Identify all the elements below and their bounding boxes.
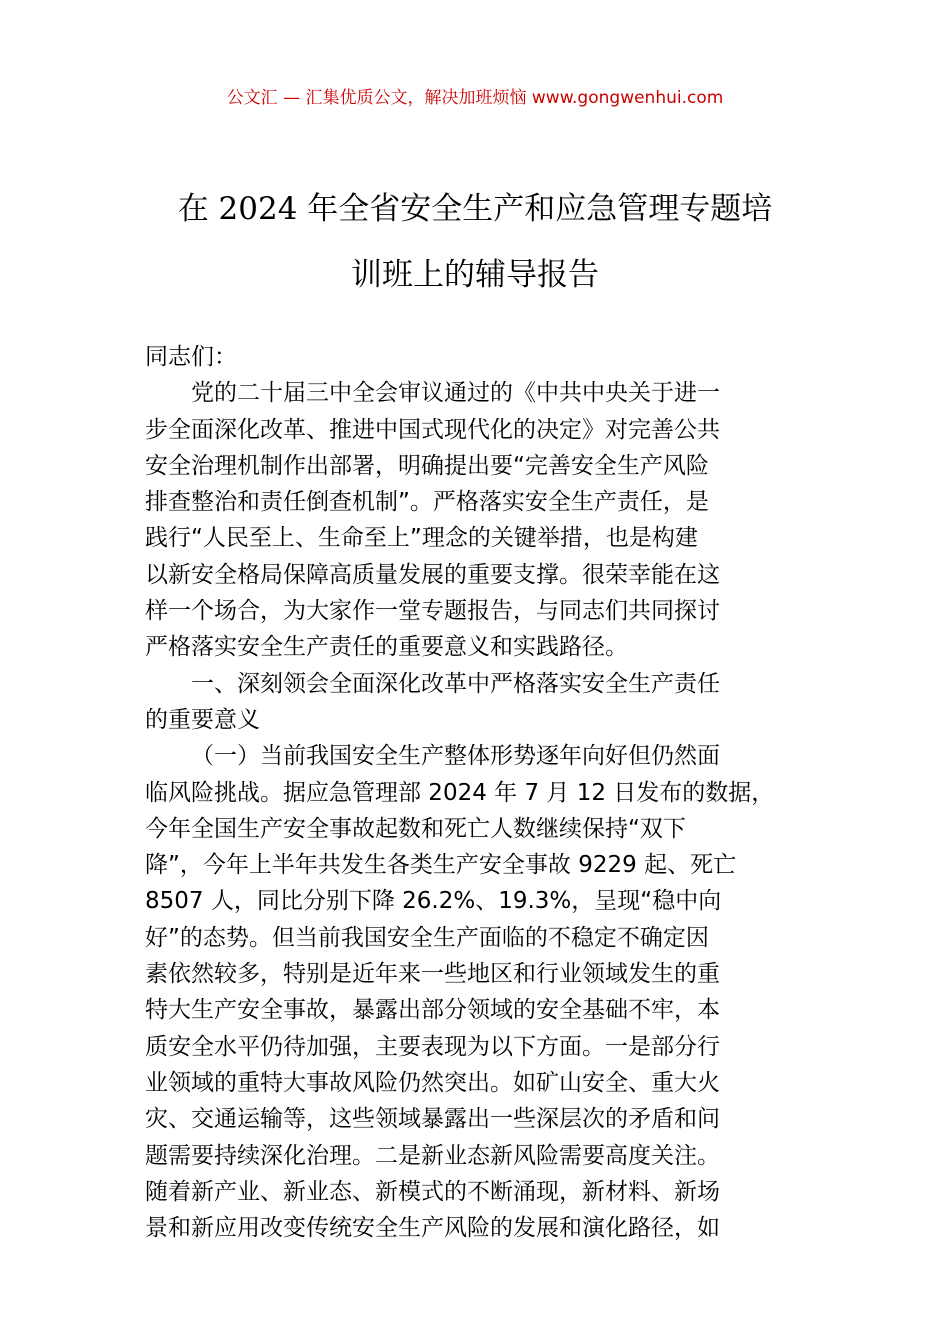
paragraph-line: 素依然较多，特别是近年来一些地区和行业领域发生的重 [145, 961, 720, 988]
paragraph-line: 安全治理机制作出部署，明确提出要“完善安全生产风险 [145, 452, 709, 479]
paragraph-line: 题需要持续深化治理。二是新业态新风险需要高度关注。 [145, 1142, 720, 1169]
paragraph-line: 严格落实安全生产责任的重要意义和实践路径。 [145, 634, 628, 661]
paragraph-line: 党的二十届三中全会审议通过的《中共中央关于进一 [191, 380, 720, 407]
paragraph-line: 业领域的重特大事故风险仍然突出。如矿山安全、重大火 [145, 1069, 720, 1096]
paragraph-line: 今年全国生产安全事故起数和死亡人数继续保持“双下 [145, 815, 686, 842]
section-heading-line: 一、深刻领会全面深化改革中严格落实安全生产责任 [191, 670, 720, 697]
salutation: 同志们： [145, 344, 237, 370]
paragraph-line: 样一个场合，为大家作一堂专题报告，与同志们共同探讨 [145, 598, 720, 625]
section-heading-line: 的重要意义 [145, 706, 260, 733]
header-banner: 公文汇 — 汇集优质公文，解决加班烦恼 www.gongwenhui.com [226, 88, 724, 108]
document-body [145, 339, 817, 1246]
paragraph-line: 灾、交通运输等，这些领域暴露出一些深层次的矛盾和问 [145, 1106, 720, 1133]
paragraph-line: （一）当前我国安全生产整体形势逐年向好但仍然面 [191, 743, 720, 770]
title-line: 训班上的辅导报告 [351, 257, 599, 293]
paragraph-line: 景和新应用改变传统安全生产风险的发展和演化路径，如 [145, 1215, 720, 1242]
paragraph-line: 好”的态势。但当前我国安全生产面临的不稳定不确定因 [145, 924, 709, 951]
paragraph-line: 随着新产业、新业态、新模式的不断涌现，新材料、新场 [145, 1178, 720, 1205]
title-line: 在 2024 年全省安全生产和应急管理专题培 [177, 191, 773, 227]
paragraph-line: 临风险挑战。据应急管理部 2024 年 7 月 12 日发布的数据， [145, 779, 775, 806]
paragraph-line: 践行“人民至上、生命至上”理念的关键举措，也是构建 [145, 525, 698, 552]
paragraph-line: 质安全水平仍待加强，主要表现为以下方面。一是部分行 [145, 1033, 720, 1060]
paragraph-line: 排查整治和责任倒查机制”。严格落实安全生产责任，是 [145, 489, 709, 516]
paragraph-line: 降”，今年上半年共发生各类生产安全事故 9229 起、死亡 [145, 852, 737, 879]
paragraph-line: 以新安全格局保障高质量发展的重要支撑。很荣幸能在这 [145, 561, 720, 588]
document-title [100, 176, 850, 308]
paragraph-line: 特大生产安全事故，暴露出部分领域的安全基础不牢，本 [145, 997, 720, 1024]
paragraph-line: 8507 人，同比分别下降 26.2%、19.3%，呈现“稳中向 [145, 888, 722, 915]
paragraph-line: 步全面深化改革、推进中国式现代化的决定》对完善公共 [145, 416, 720, 443]
